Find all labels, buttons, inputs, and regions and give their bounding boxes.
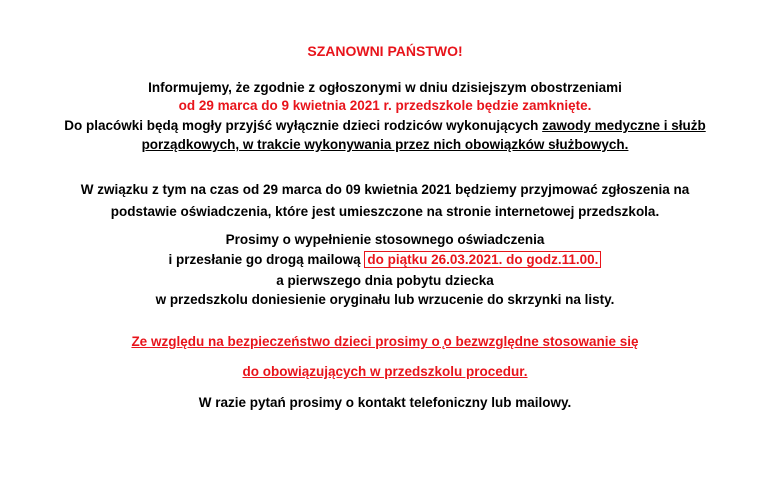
deadline-highlight: do piątku 26.03.2021. do godz.11.00. [364,251,601,268]
para3-line2-start: i przesłanie go drogą mailową [168,252,365,267]
para3-line1: Prosimy o wypełnienie stosownego oświadczenia [225,232,545,247]
para1-line1: Informujemy, że zgodnie z ogłoszonymi w dniu dzisiejszym obostrzeniami [148,80,622,95]
para1-line4: porządkowych, w trakcie wykonywania przez nich obowiązków służbowych. [141,137,629,152]
closure-dates-line: od 29 marca do 9 kwietnia 2021 r. przedszkole będzie zamknięte. [178,98,592,113]
professions-underlined: zawody medyczne i służb [542,118,706,133]
para3-line4: w przedszkolu doniesienie oryginału lub wrzucenie do skrzynki na listy. [155,292,615,307]
safety-line1: Ze względu na bezpieczeństwo dzieci prosimy o ̨o bezwzględne stosowanie się [131,334,639,349]
para1-line3-start: Do placówki będą mogły przyjść wyłącznie dzieci rodziców wykonujących [64,118,543,133]
notice-title: SZANOWNI PAŃSTWO! [307,43,463,59]
para2-line1: W związku z tym na czas od 29 marca do 09 kwietnia 2021 będziemy przyjmować zgłoszenia na [80,182,690,197]
para3-line2 [0,251,770,269]
para3-line3: a pierwszego dnia pobytu dziecka [276,273,494,288]
safety-line2: do obowiązujących w przedszkolu procedur. [242,364,528,379]
para2-line2: podstawie oświadczenia, które jest umieszczone na stronie internetowej przedszkola. [110,204,660,219]
contact-line: W razie pytań prosimy o kontakt telefoniczny lub mailowy. [198,395,572,410]
para1-line3 [0,117,770,135]
